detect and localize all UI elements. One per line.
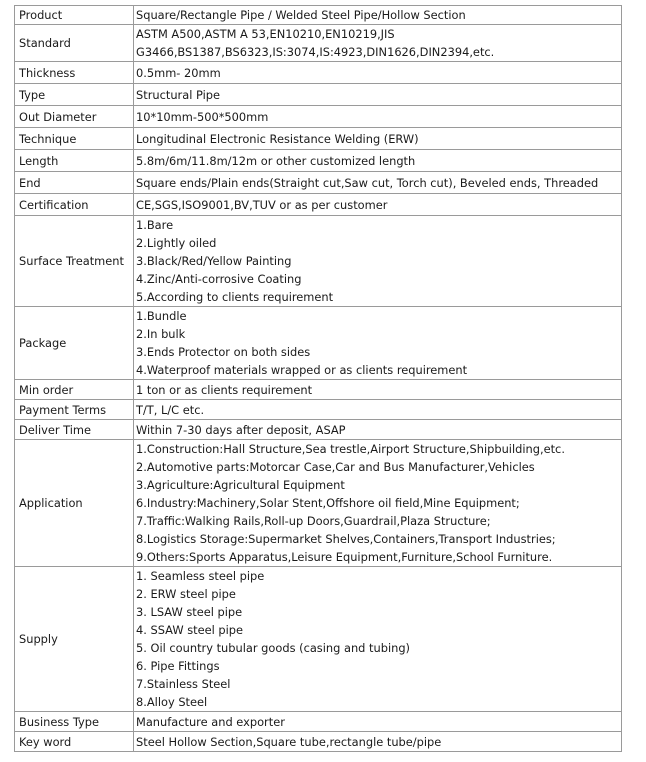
value-line: 0.5mm- 20mm <box>136 65 221 80</box>
value-line: T/T, L/C etc. <box>136 402 205 417</box>
label-surface-treatment: Surface Treatment <box>15 216 134 307</box>
value-type <box>134 84 622 106</box>
row-surface-treatment <box>15 216 622 307</box>
label-type: Type <box>15 84 134 106</box>
row-application <box>15 440 622 567</box>
value-line: 1. Seamless steel pipe <box>136 569 265 583</box>
row-out-diameter <box>15 106 622 128</box>
value-line: 8.Logistics Storage:Supermarket Shelves,Containers,Transport Industries; <box>136 532 556 546</box>
value-key-word <box>134 732 622 752</box>
value-line: 7.Traffic:Walking Rails,Roll-up Doors,Guardrail,Plaza Structure; <box>136 514 491 528</box>
row-deliver-time <box>15 420 622 440</box>
row-end <box>15 172 622 194</box>
value-surface-treatment <box>134 216 622 307</box>
value-out-diameter <box>134 106 622 128</box>
product-spec-table <box>14 5 622 752</box>
row-thickness <box>15 62 622 84</box>
value-line: 10*10mm-500*500mm <box>136 109 269 124</box>
label-out-diameter: Out Diameter <box>15 106 134 128</box>
value-line: 1.Bundle <box>136 309 187 323</box>
label-application: Application <box>15 440 134 567</box>
label-standard: Standard <box>15 25 134 62</box>
value-line: 3.Agriculture:Agricultural Equipment <box>136 478 345 492</box>
value-line: Steel Hollow Section,Square tube,rectangle tube/pipe <box>136 734 442 749</box>
value-technique <box>134 128 622 150</box>
row-technique <box>15 128 622 150</box>
value-line: 4.Waterproof materials wrapped or as clients requirement <box>136 363 468 377</box>
label-business-type: Business Type <box>15 712 134 732</box>
value-line: Within 7-30 days after deposit, ASAP <box>136 422 346 437</box>
row-length <box>15 150 622 172</box>
label-supply: Supply <box>15 567 134 712</box>
value-line: 5.8m/6m/11.8m/12m or other customized length <box>136 153 416 168</box>
value-min-order <box>134 380 622 400</box>
value-line: Square ends/Plain ends(Straight cut,Saw cut, Torch cut), Beveled ends, Threaded <box>136 175 599 190</box>
label-end: End <box>15 172 134 194</box>
row-product <box>15 6 622 25</box>
value-line: 1.Bare <box>136 218 174 232</box>
value-line: ASTM A500,ASTM A 53,EN10210,EN10219,JIS <box>136 27 395 41</box>
row-supply <box>15 567 622 712</box>
row-payment-terms <box>15 400 622 420</box>
label-key-word: Key word <box>15 732 134 752</box>
row-business-type <box>15 712 622 732</box>
value-line: Structural Pipe <box>136 87 221 102</box>
value-line: 5.According to clients requirement <box>136 290 334 304</box>
value-payment-terms <box>134 400 622 420</box>
value-deliver-time <box>134 420 622 440</box>
label-certification: Certification <box>15 194 134 216</box>
value-supply <box>134 567 622 712</box>
value-line: CE,SGS,ISO9001,BV,TUV or as per customer <box>136 197 388 212</box>
value-standard <box>134 25 622 62</box>
label-payment-terms: Payment Terms <box>15 400 134 420</box>
row-standard <box>15 25 622 62</box>
label-min-order: Min order <box>15 380 134 400</box>
value-line: Square/Rectangle Pipe / Welded Steel Pipe/Hollow Section <box>136 8 466 22</box>
value-package <box>134 307 622 380</box>
value-line: 3. LSAW steel pipe <box>136 605 243 619</box>
label-length: Length <box>15 150 134 172</box>
value-line: 2.Lightly oiled <box>136 236 217 250</box>
value-line: 8.Alloy Steel <box>136 695 208 709</box>
value-line: 2.In bulk <box>136 327 186 341</box>
label-deliver-time: Deliver Time <box>15 420 134 440</box>
label-thickness: Thickness <box>15 62 134 84</box>
value-line: 7.Stainless Steel <box>136 677 231 691</box>
row-package <box>15 307 622 380</box>
value-business-type <box>134 712 622 732</box>
value-length <box>134 150 622 172</box>
value-line: 4. SSAW steel pipe <box>136 623 244 637</box>
value-line: 4.Zinc/Anti-corrosive Coating <box>136 272 302 286</box>
row-key-word <box>15 732 622 752</box>
value-product <box>134 6 622 25</box>
value-line: Longitudinal Electronic Resistance Welding (ERW) <box>136 131 419 146</box>
value-line: 3.Black/Red/Yellow Painting <box>136 254 292 268</box>
value-line: 9.Others:Sports Apparatus,Leisure Equipment,Furniture,School Furniture. <box>136 550 553 564</box>
row-type <box>15 84 622 106</box>
value-line: 3.Ends Protector on both sides <box>136 345 311 359</box>
value-line: 2. ERW steel pipe <box>136 587 236 601</box>
label-product: Product <box>15 6 134 25</box>
value-line: 1.Construction:Hall Structure,Sea trestle,Airport Structure,Shipbuilding,etc. <box>136 442 565 456</box>
value-line: 6. Pipe Fittings <box>136 659 220 673</box>
value-thickness <box>134 62 622 84</box>
value-end <box>134 172 622 194</box>
label-package: Package <box>15 307 134 380</box>
value-line: 5. Oil country tubular goods (casing and tubing) <box>136 641 411 655</box>
row-certification <box>15 194 622 216</box>
value-line: Manufacture and exporter <box>136 714 285 729</box>
value-line: 2.Automotive parts:Motorcar Case,Car and Bus Manufacturer,Vehicles <box>136 460 535 474</box>
label-technique: Technique <box>15 128 134 150</box>
value-certification <box>134 194 622 216</box>
row-min-order <box>15 380 622 400</box>
value-line: 6.Industry:Machinery,Solar Stent,Offshore oil field,Mine Equipment; <box>136 496 520 510</box>
value-line: 1 ton or as clients requirement <box>136 382 313 397</box>
value-line: G3466,BS1387,BS6323,IS:3074,IS:4923,DIN1626,DIN2394,etc. <box>136 45 495 59</box>
value-application <box>134 440 622 567</box>
